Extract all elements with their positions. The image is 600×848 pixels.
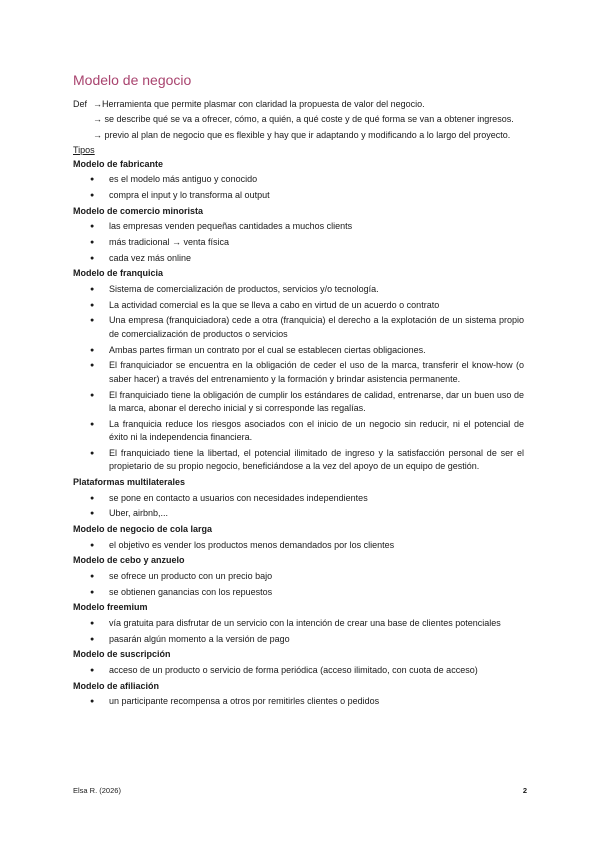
section-heading: Modelo de afiliación [73, 680, 160, 691]
section-heading: Modelo de fabricante [73, 158, 164, 169]
sections-list [73, 158, 524, 709]
bullet-list [73, 617, 524, 646]
list-item: ● las empresas venden pequeñas cantidades a muchos clients [73, 220, 524, 233]
list-item: ● Una empresa (franquiciadora) cede a otra (franquicia) el derecho a la explotación de un sistema propio de comercialización de productos o servicios [73, 314, 524, 341]
definition-row [73, 98, 524, 111]
bullet-list [73, 695, 524, 708]
section-heading: Modelo de negocio de cola larga [73, 524, 213, 535]
bullet-list [73, 283, 524, 474]
bullet-list [73, 570, 524, 599]
list-item: ● Sistema de comercialización de productos, servicios y/o tecnología. [73, 283, 524, 296]
section [73, 680, 524, 709]
bullet-list [73, 664, 524, 677]
list-item: ● El franquiciado tiene la obligación de cumplir los estándares de calidad, entrenarse, dar un buen uso de la marca, abonar el derecho inicial y si corresponde las regalías. [73, 389, 524, 416]
list-item: ● el objetivo es vender los productos menos demandados por los clientes [73, 539, 524, 552]
tipos-heading: Tipos [73, 145, 95, 156]
section [73, 523, 524, 552]
section [73, 476, 524, 521]
list-item: ● se ofrece un producto con un precio bajo [73, 570, 524, 583]
page-title: Modelo de negocio [73, 72, 192, 88]
list-item: ● El franquiciado tiene la libertad, el potencial ilimitado de ingreso y la satisfacción personal de ser el propietario de su propio negocio, beneficiándose a la vez del apoyo de un equipo de gestión. [73, 447, 524, 474]
document-body [73, 98, 524, 711]
list-item: ● Ambas partes firman un contrato por el cual se establecen ciertas obligaciones. [73, 344, 524, 357]
list-item: ● cada vez más online [73, 252, 524, 265]
list-item: ● compra el input y lo transforma al output [73, 189, 524, 202]
section-heading: Modelo de cebo y anzuelo [73, 555, 185, 566]
bullet-list [73, 220, 524, 265]
section-heading: Modelo de franquicia [73, 268, 164, 279]
list-item: ● vía gratuita para disfrutar de un servicio con la intención de crear una base de clientes potenciales [73, 617, 524, 630]
section-heading: Modelo de comercio minorista [73, 205, 204, 216]
footer-page-number: 2 [522, 786, 527, 795]
section [73, 158, 524, 203]
section [73, 601, 524, 646]
list-item: ● se pone en contacto a usuarios con necesidades independientes [73, 492, 524, 505]
list-item: ● más tradicional → venta física [73, 236, 524, 249]
section-heading: Modelo de suscripción [73, 649, 171, 660]
definition-label: Def [73, 99, 88, 109]
section [73, 554, 524, 599]
list-item: ● La actividad comercial es la que se lleva a cabo en virtud de un acuerdo o contrato [73, 299, 524, 312]
list-item: ● pasarán algún momento a la versión de pago [73, 633, 524, 646]
footer-author: Elsa R. (2026) [73, 786, 121, 795]
section [73, 267, 524, 473]
list-item: ● un participante recompensa a otros por remitirles clientes o pedidos [73, 695, 524, 708]
section-heading: Modelo freemium [73, 602, 148, 613]
list-item: ● Uber, airbnb,... [73, 507, 524, 520]
section [73, 648, 524, 677]
definition-line: → se describe qué se va a ofrecer, cómo, a quién, a qué coste y de qué forma se van a obtener ingresos. [93, 114, 514, 125]
list-item: ● El franquiciador se encuentra en la obligación de ceder el uso de la marca, transferir el know-how (o saber hacer) a través del entrenamiento y la formación y brindar asistencia permanente. [73, 359, 524, 386]
list-item: ● La franquicia reduce los riesgos asociados con el inicio de un negocio sin reducir, ni el potencial de éxito ni la independencia financiera. [73, 418, 524, 445]
bullet-list [73, 492, 524, 521]
list-item: ● es el modelo más antiguo y conocido [73, 173, 524, 186]
bullet-list [73, 173, 524, 202]
section-heading: Plataformas multilaterales [73, 477, 186, 488]
definition-line: → previo al plan de negocio que es flexible y hay que ir adaptando y modificando a lo largo del proyecto. [93, 129, 511, 140]
list-item: ● acceso de un producto o servicio de forma periódica (acceso ilimitado, con cuota de acceso) [73, 664, 524, 677]
definition-line: →Herramienta que permite plasmar con claridad la propuesta de valor del negocio. [93, 99, 425, 109]
section [73, 205, 524, 265]
bullet-list [73, 539, 524, 552]
list-item: ● se obtienen ganancias con los repuestos [73, 586, 524, 599]
